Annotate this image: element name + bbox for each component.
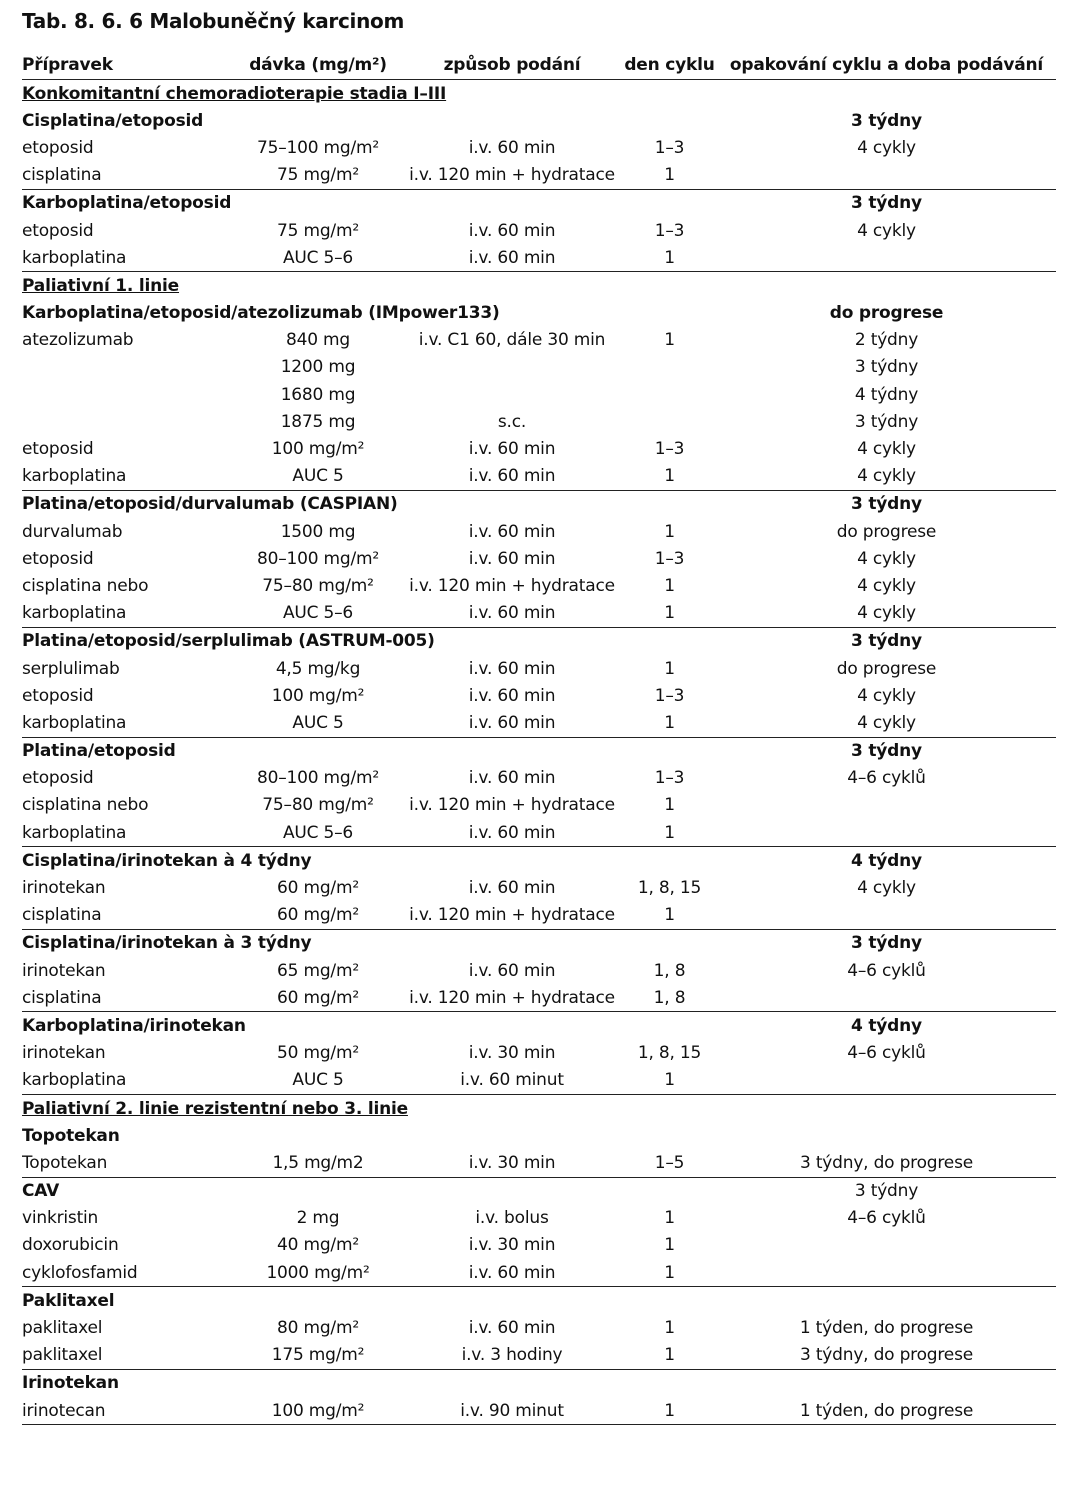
- regimen-name: Platina/etoposid: [22, 737, 717, 765]
- drug-row: [22, 765, 1056, 792]
- drug-name: etoposid: [22, 220, 94, 241]
- route: i.v. 60 min: [468, 137, 556, 158]
- route: i.v. 60 min: [468, 439, 556, 460]
- regimen-repeat: 4 týdny: [717, 847, 1056, 875]
- drug-row: [22, 435, 1056, 462]
- drug-name: cisplatina: [22, 165, 102, 186]
- cycle-day: 1: [664, 1262, 675, 1283]
- drug-row: [22, 217, 1056, 244]
- cycle-day: 1: [664, 712, 675, 733]
- dose: 1000 mg/m²: [266, 1262, 370, 1283]
- drug-row: [22, 655, 1056, 682]
- route: i.v. 30 min: [468, 1235, 556, 1256]
- regimen-repeat: 3 týdny: [717, 737, 1056, 765]
- repeat: [717, 1232, 1056, 1259]
- drug-name: paklitaxel: [22, 1345, 103, 1366]
- route: i.v. 60 min: [468, 878, 556, 899]
- drug-name: etoposid: [22, 768, 94, 789]
- drug-name: [22, 408, 234, 435]
- repeat: 4 týdny: [854, 384, 919, 405]
- drug-row: [22, 408, 1056, 435]
- cycle-day: 1: [664, 521, 675, 542]
- repeat: 4 cykly: [857, 466, 916, 487]
- drug-row: [22, 463, 1056, 491]
- repeat: [717, 819, 1056, 847]
- regimen-heading-row: [22, 627, 1056, 655]
- drug-row: [22, 902, 1056, 930]
- drug-name: etoposid: [22, 685, 94, 706]
- dose: 60 mg/m²: [277, 905, 359, 926]
- route: i.v. 120 min + hydratace: [409, 905, 615, 926]
- dose: 40 mg/m²: [277, 1235, 359, 1256]
- drug-row: [22, 600, 1056, 628]
- repeat: 4 cykly: [857, 878, 916, 899]
- repeat: [717, 792, 1056, 819]
- dose: 840 mg: [285, 330, 350, 351]
- regimen-name: Cisplatina/etoposid: [22, 110, 204, 131]
- regimen-heading-row: [22, 737, 1056, 765]
- regimen-heading-row: [22, 1177, 1056, 1205]
- repeat: do progrese: [836, 658, 937, 679]
- cycle-day: 1: [622, 1397, 717, 1425]
- cycle-day: 1: [664, 1318, 675, 1339]
- repeat: 4 cykly: [857, 548, 916, 569]
- regimen-name: Irinotekan: [22, 1369, 717, 1397]
- dose: 75 mg/m²: [277, 165, 359, 186]
- table-body: [22, 80, 1056, 1425]
- drug-row: [22, 1314, 1056, 1341]
- cycle-day: 1–3: [654, 439, 685, 460]
- regimen-heading-row: [22, 490, 1056, 518]
- dose: 65 mg/m²: [277, 960, 359, 981]
- section-heading: Konkomitantní chemoradioterapie stadia I–III: [22, 83, 447, 104]
- repeat: 3 týdny: [854, 411, 919, 432]
- regimen-heading-row: [22, 1012, 1056, 1040]
- repeat: 4 cykly: [857, 685, 916, 706]
- drug-row: [22, 1397, 1056, 1425]
- dose: AUC 5: [292, 1070, 344, 1091]
- drug-row: [22, 545, 1056, 572]
- drug-name: durvalumab: [22, 521, 123, 542]
- drug-row: [22, 1259, 1056, 1287]
- drug-row: [22, 1067, 1056, 1095]
- repeat: 4–6 cyklů: [847, 1043, 926, 1064]
- cycle-day: 1: [664, 795, 675, 816]
- cycle-day: 1–3: [654, 220, 685, 241]
- dose: 80 mg/m²: [277, 1318, 359, 1339]
- drug-name: karboplatina: [22, 822, 127, 843]
- dose: 80–100 mg/m²: [256, 548, 380, 569]
- drug-name: irinotekan: [22, 1043, 106, 1064]
- repeat: 4 cykly: [857, 575, 916, 596]
- cycle-day: 1–3: [654, 768, 685, 789]
- drug-row: [22, 518, 1056, 545]
- dose: 1,5 mg/m2: [272, 1152, 364, 1173]
- drug-name: paklitaxel: [22, 1318, 103, 1339]
- header-drug: Přípravek: [22, 50, 234, 80]
- repeat: 4–6 cyklů: [847, 960, 926, 981]
- header-row: [22, 50, 1056, 80]
- repeat: 4 cykly: [857, 712, 916, 733]
- repeat: 4 cykly: [857, 220, 916, 241]
- dose: AUC 5: [292, 712, 344, 733]
- drug-row: [22, 682, 1056, 709]
- header-route: způsob podání: [402, 50, 622, 80]
- repeat: 4 cykly: [857, 603, 916, 624]
- route: i.v. 30 min: [468, 1152, 556, 1173]
- route: i.v. 120 min + hydratace: [409, 575, 615, 596]
- cycle-day: 1: [664, 575, 675, 596]
- repeat: 4–6 cyklů: [847, 768, 926, 789]
- route: i.v. 60 min: [468, 1318, 556, 1339]
- drug-name: doxorubicin: [22, 1235, 119, 1256]
- dose: 75–80 mg/m²: [262, 575, 374, 596]
- dose: 75–80 mg/m²: [262, 795, 374, 816]
- cycle-day: 1, 8, 15: [637, 1043, 702, 1064]
- cycle-day: 1: [664, 1235, 675, 1256]
- dose: 60 mg/m²: [277, 987, 359, 1008]
- cycle-day: 1–5: [654, 1152, 685, 1173]
- drug-name: irinotecan: [22, 1397, 234, 1425]
- dose: 75 mg/m²: [277, 220, 359, 241]
- header-repeat: opakování cyklu a doba podávání: [717, 50, 1056, 80]
- route: i.v. 60 min: [468, 247, 556, 268]
- route: s.c.: [497, 411, 527, 432]
- regimen-heading-row: [22, 1122, 1056, 1149]
- route: i.v. 120 min + hydratace: [409, 795, 615, 816]
- drug-row: [22, 792, 1056, 819]
- regimen-repeat: [717, 1122, 1056, 1149]
- cycle-day: 1–3: [654, 548, 685, 569]
- drug-row: [22, 1205, 1056, 1232]
- route: i.v. C1 60, dále 30 min: [418, 330, 606, 351]
- section-heading: Paliativní 1. linie: [22, 272, 1056, 300]
- route: [402, 354, 622, 381]
- header-dose: dávka (mg/m²): [234, 50, 402, 80]
- regimen-heading-row: [22, 189, 1056, 217]
- regimen-heading-row: [22, 1287, 1056, 1315]
- drug-row: [22, 381, 1056, 408]
- cycle-day: [622, 354, 717, 381]
- route: i.v. 60 min: [468, 466, 556, 487]
- regimen-name: CAV: [22, 1177, 717, 1205]
- regimen-repeat: 3 týdny: [717, 490, 1056, 518]
- drug-row: [22, 709, 1056, 737]
- drug-name: serplulimab: [22, 658, 120, 679]
- drug-name: karboplatina: [22, 603, 127, 624]
- drug-row: [22, 1342, 1056, 1370]
- route: i.v. 60 min: [468, 603, 556, 624]
- drug-row: [22, 244, 1056, 272]
- drug-name: cisplatina nebo: [22, 795, 149, 816]
- cycle-day: 1: [664, 165, 675, 186]
- drug-row: [22, 1232, 1056, 1259]
- drug-name: irinotekan: [22, 878, 106, 899]
- drug-name: etoposid: [22, 439, 94, 460]
- section-heading-row: [22, 272, 1056, 300]
- cycle-day: 1, 8: [653, 960, 686, 981]
- route: i.v. 60 min: [468, 822, 556, 843]
- repeat: [717, 162, 1056, 190]
- regimen-repeat: 3 týdny: [717, 189, 1056, 217]
- repeat: 4 cykly: [857, 439, 916, 460]
- dose: 1500 mg: [280, 521, 356, 542]
- repeat: [717, 1259, 1056, 1287]
- cycle-day: 1: [664, 1070, 675, 1091]
- repeat: do progrese: [836, 521, 937, 542]
- drug-row: [22, 1149, 1056, 1177]
- header-cycle-day: den cyklu: [622, 50, 717, 80]
- repeat: 1 týden, do progrese: [799, 1318, 974, 1339]
- route: i.v. 60 min: [468, 712, 556, 733]
- cycle-day: 1: [664, 603, 675, 624]
- drug-name: karboplatina: [22, 712, 127, 733]
- cycle-day: 1: [664, 1208, 675, 1229]
- route: i.v. 60 min: [468, 685, 556, 706]
- drug-row: [22, 162, 1056, 190]
- regimen-heading-row: [22, 847, 1056, 875]
- cycle-day: 1, 8, 15: [637, 878, 702, 899]
- repeat: [717, 984, 1056, 1012]
- regimen-repeat: do progrese: [829, 303, 944, 324]
- cycle-day: 1–3: [654, 685, 685, 706]
- drug-row: [22, 984, 1056, 1012]
- regimen-name: Cisplatina/irinotekan à 4 týdny: [22, 847, 717, 875]
- drug-row: [22, 874, 1056, 901]
- regimen-repeat: [717, 1369, 1056, 1397]
- route: i.v. 60 min: [468, 548, 556, 569]
- dose: AUC 5: [292, 466, 344, 487]
- regimen-heading-row: [22, 929, 1056, 957]
- cycle-day: 1: [664, 658, 675, 679]
- drug-name: karboplatina: [22, 1070, 127, 1091]
- route: i.v. 60 min: [468, 220, 556, 241]
- regimen-name: Platina/etoposid/serplulimab (ASTRUM-005): [22, 627, 717, 655]
- dose: 1680 mg: [280, 384, 356, 405]
- dose: AUC 5–6: [282, 822, 354, 843]
- repeat: 1 týden, do progrese: [717, 1397, 1056, 1425]
- route: i.v. 60 min: [468, 960, 556, 981]
- regimen-heading-row: [22, 107, 1056, 134]
- dose: 2 mg: [296, 1208, 340, 1229]
- repeat: [717, 902, 1056, 930]
- regimen-name: Karboplatina/irinotekan: [22, 1012, 717, 1040]
- section-heading-row: [22, 1094, 1056, 1122]
- repeat: 3 týdny, do progrese: [800, 1152, 973, 1173]
- cycle-day: [622, 381, 717, 408]
- dose: 80–100 mg/m²: [256, 768, 380, 789]
- repeat: 3 týdny: [854, 357, 919, 378]
- regimen-repeat: 3 týdny: [717, 1177, 1056, 1205]
- drug-name: karboplatina: [22, 466, 127, 487]
- cycle-day: [622, 408, 717, 435]
- regimen-repeat: 3 týdny: [717, 929, 1056, 957]
- cycle-day: 1: [664, 330, 675, 351]
- cycle-day: 1: [664, 1345, 675, 1366]
- drug-row: [22, 327, 1056, 354]
- drug-name: etoposid: [22, 548, 94, 569]
- regimen-heading-row: [22, 1369, 1056, 1397]
- dose: AUC 5–6: [282, 603, 354, 624]
- drug-name: etoposid: [22, 137, 94, 158]
- section-heading: Paliativní 2. linie rezistentní nebo 3. linie: [22, 1094, 1056, 1122]
- route: i.v. bolus: [475, 1208, 549, 1229]
- regimen-name: Topotekan: [22, 1125, 120, 1146]
- regimen-table: [22, 50, 1056, 1425]
- route: i.v. 90 minut: [402, 1397, 622, 1425]
- route: [402, 381, 622, 408]
- dose: 100 mg/m²: [271, 439, 365, 460]
- cycle-day: 1–3: [654, 137, 685, 158]
- regimen-repeat: 4 týdny: [717, 1012, 1056, 1040]
- drug-row: [22, 354, 1056, 381]
- drug-name: irinotekan: [22, 960, 106, 981]
- regimen-name: Platina/etoposid/durvalumab (CASPIAN): [22, 490, 717, 518]
- section-heading-row: [22, 80, 1056, 108]
- drug-row: [22, 957, 1056, 984]
- dose: 175 mg/m²: [271, 1345, 365, 1366]
- route: i.v. 3 hodiny: [461, 1345, 563, 1366]
- dose: 60 mg/m²: [277, 878, 359, 899]
- dose: AUC 5–6: [282, 247, 354, 268]
- route: i.v. 60 min: [468, 521, 556, 542]
- dose: 100 mg/m²: [234, 1397, 402, 1425]
- repeat: 2 týdny: [854, 330, 919, 351]
- regimen-repeat: [717, 1287, 1056, 1315]
- route: i.v. 120 min + hydratace: [409, 165, 615, 186]
- drug-name: cisplatina nebo: [22, 575, 149, 596]
- drug-name: [22, 381, 234, 408]
- route: i.v. 60 min: [468, 768, 556, 789]
- repeat: [717, 244, 1056, 272]
- cycle-day: 1: [664, 822, 675, 843]
- drug-row: [22, 1040, 1056, 1067]
- cycle-day: 1: [664, 905, 675, 926]
- drug-row: [22, 572, 1056, 599]
- table-title: Tab. 8. 6. 6 Malobuněčný karcinom: [22, 9, 405, 33]
- dose: 75–100 mg/m²: [256, 137, 380, 158]
- regimen-repeat: 3 týdny: [851, 110, 922, 131]
- drug-row: [22, 819, 1056, 847]
- dose: 50 mg/m²: [277, 1043, 359, 1064]
- dose: 1200 mg: [280, 357, 356, 378]
- regimen-repeat: 3 týdny: [717, 627, 1056, 655]
- drug-name: cyklofosfamid: [22, 1262, 138, 1283]
- drug-name: vinkristin: [22, 1208, 99, 1229]
- drug-name: cisplatina: [22, 905, 102, 926]
- route: i.v. 60 minut: [460, 1070, 564, 1091]
- repeat: 3 týdny, do progrese: [800, 1345, 973, 1366]
- drug-name: atezolizumab: [22, 330, 134, 351]
- regimen-name: Paklitaxel: [22, 1287, 717, 1315]
- cycle-day: 1: [664, 247, 675, 268]
- regimen-heading-row: [22, 300, 1056, 327]
- cycle-day: 1: [664, 466, 675, 487]
- route: i.v. 30 min: [468, 1043, 556, 1064]
- route: i.v. 60 min: [468, 658, 556, 679]
- drug-row: [22, 134, 1056, 161]
- regimen-name: Karboplatina/etoposid/atezolizumab (IMpower133): [22, 303, 500, 324]
- repeat: [717, 1067, 1056, 1095]
- drug-name: Topotekan: [22, 1152, 108, 1173]
- dose: 1875 mg: [280, 411, 356, 432]
- repeat: 4 cykly: [857, 137, 916, 158]
- regimen-name: Karboplatina/etoposid: [22, 189, 717, 217]
- repeat: 4–6 cyklů: [847, 1208, 926, 1229]
- cycle-day: 1, 8: [653, 987, 686, 1008]
- route: i.v. 60 min: [468, 1262, 556, 1283]
- drug-name: [22, 354, 234, 381]
- drug-name: karboplatina: [22, 247, 127, 268]
- drug-name: cisplatina: [22, 987, 102, 1008]
- route: i.v. 120 min + hydratace: [409, 987, 615, 1008]
- dose: 4,5 mg/kg: [275, 658, 361, 679]
- dose: 100 mg/m²: [271, 685, 365, 706]
- regimen-name: Cisplatina/irinotekan à 3 týdny: [22, 929, 717, 957]
